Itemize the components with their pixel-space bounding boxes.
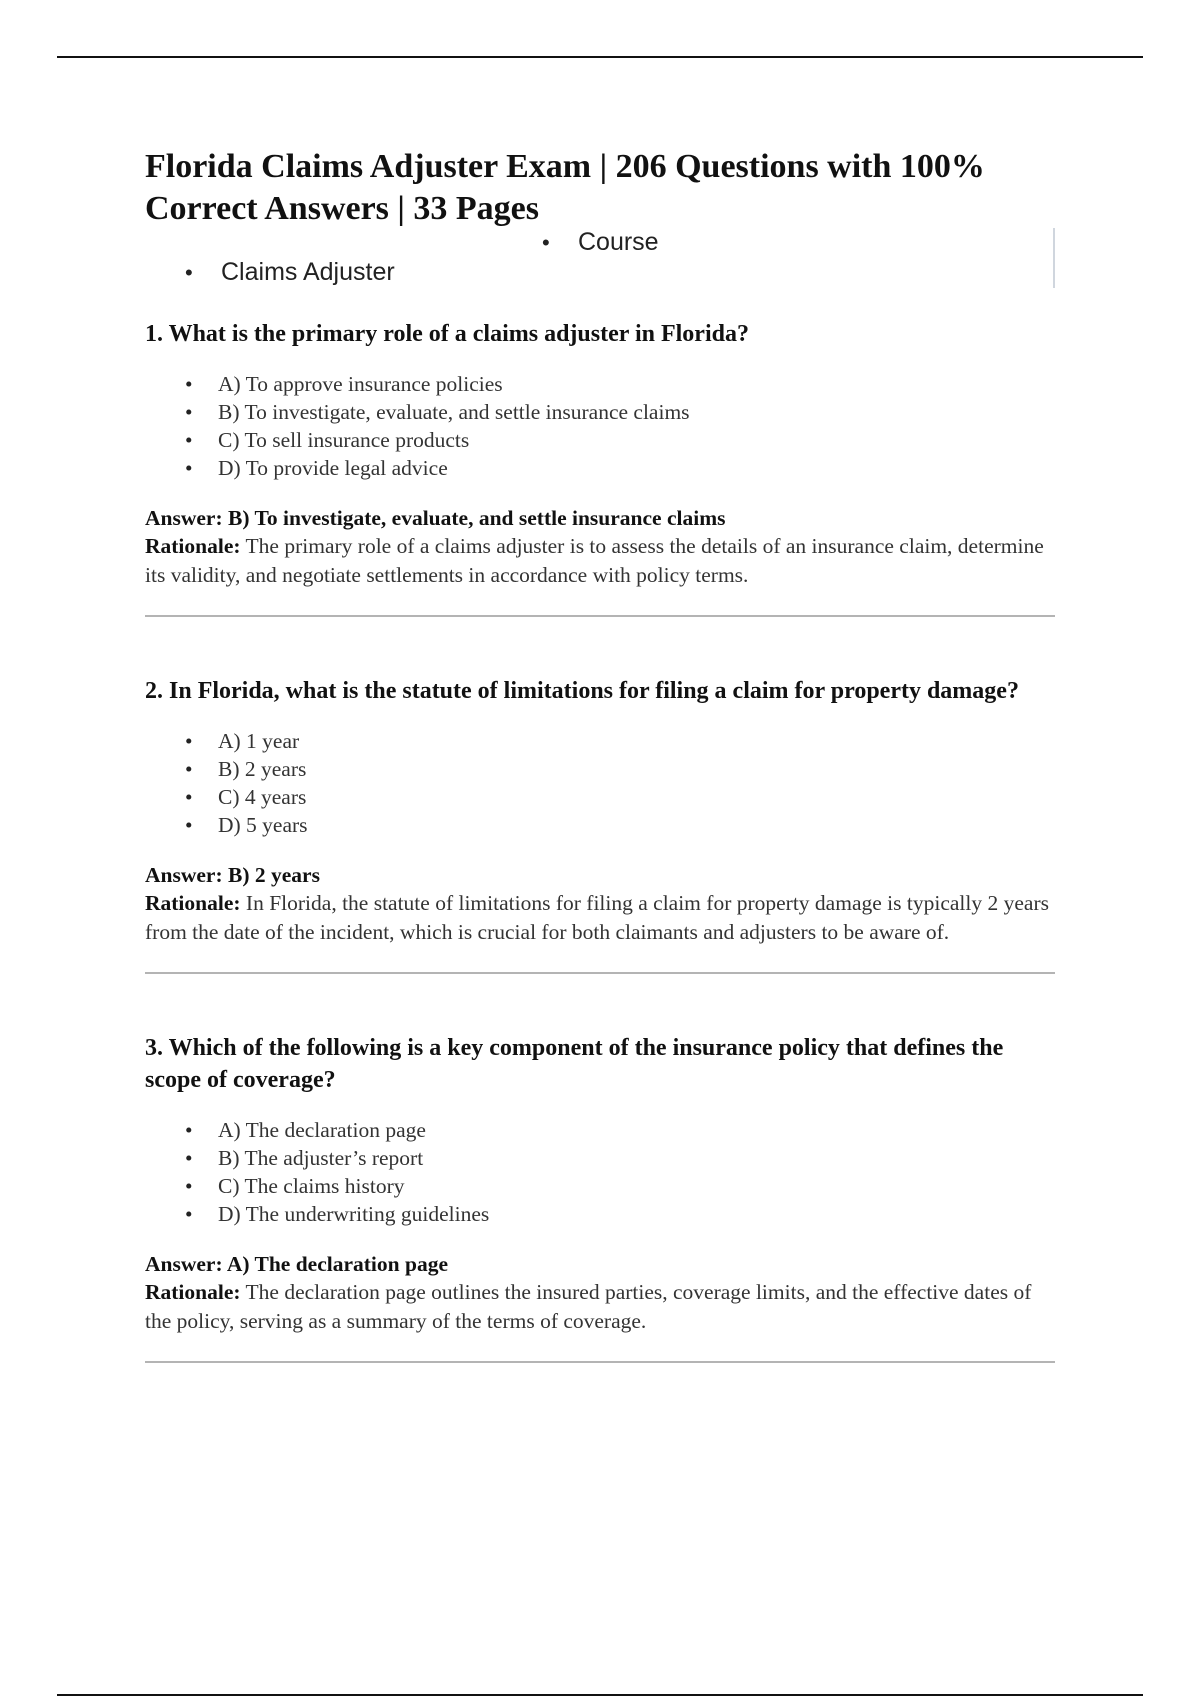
option-item: • B) To investigate, evaluate, and settle insurance claims xyxy=(185,398,1055,426)
answer-label: Answer: xyxy=(145,863,223,887)
option-item: • C) The claims history xyxy=(185,1172,1055,1200)
option-item: • D) 5 years xyxy=(185,811,1055,839)
rationale-line xyxy=(145,889,1055,946)
question-title: 3. Which of the following is a key component of the insurance policy that defines the scope of coverage? xyxy=(145,1035,1004,1093)
answer-options xyxy=(145,1116,1055,1228)
page-bottom-rule xyxy=(57,1694,1143,1696)
option-item: • B) 2 years xyxy=(185,755,1055,783)
option-item: • B) The adjuster’s report xyxy=(185,1144,1055,1172)
option-item: • C) To sell insurance products xyxy=(185,426,1055,454)
answer-label: Answer: xyxy=(145,506,223,530)
rationale-line xyxy=(145,1278,1055,1335)
answer-line xyxy=(145,1250,1055,1278)
answer-text: B) 2 years xyxy=(228,863,320,887)
option-item: • D) The underwriting guidelines xyxy=(185,1200,1055,1228)
question-divider xyxy=(145,1361,1055,1363)
question-divider xyxy=(145,615,1055,617)
tag-item-course[interactable] xyxy=(542,228,659,257)
tag-item-claims-adjuster[interactable] xyxy=(185,258,395,287)
answer-text: A) The declaration page xyxy=(226,1252,448,1276)
question-title: 1. What is the primary role of a claims adjuster in Florida? xyxy=(145,321,749,347)
answer-line xyxy=(145,504,1055,532)
tag-label: Claims Adjuster xyxy=(221,258,395,286)
answer-options xyxy=(145,370,1055,482)
page-top-rule xyxy=(57,56,1143,58)
document-body xyxy=(145,146,1055,1363)
bullet-icon: • xyxy=(542,230,550,255)
answer-text: B) To investigate, evaluate, and settle insurance claims xyxy=(228,506,726,530)
tag-label: Course xyxy=(578,228,659,256)
rationale-label: Rationale: xyxy=(145,534,241,558)
tag-divider xyxy=(1053,228,1055,288)
option-item: • A) 1 year xyxy=(185,727,1055,755)
answer-label: Answer: xyxy=(145,1252,223,1276)
rationale-label: Rationale: xyxy=(145,1280,241,1304)
rationale-line xyxy=(145,532,1055,589)
bullet-icon: • xyxy=(185,260,193,285)
question-title: 2. In Florida, what is the statute of limitations for filing a claim for property damage? xyxy=(145,678,1019,704)
question-3 xyxy=(145,1032,1055,1363)
option-item: • A) To approve insurance policies xyxy=(185,370,1055,398)
answer-line xyxy=(145,861,1055,889)
rationale-text: The primary role of a claims adjuster is to assess the details of an insurance claim, determine its validity, and negotiate settlements in accordance with policy terms. xyxy=(145,534,1044,587)
answer-options xyxy=(145,727,1055,839)
rationale-label: Rationale: xyxy=(145,891,241,915)
rationale-text: The declaration page outlines the insured parties, coverage limits, and the effective dates of the policy, serving as a summary of the terms of coverage. xyxy=(145,1280,1032,1333)
question-1 xyxy=(145,318,1055,617)
tag-list xyxy=(145,230,1055,298)
option-item: • D) To provide legal advice xyxy=(185,454,1055,482)
rationale-text: In Florida, the statute of limitations for filing a claim for property damage is typically 2 years from the date of the incident, which is crucial for both claimants and adjusters to be aware of. xyxy=(145,891,1049,944)
question-2 xyxy=(145,675,1055,974)
document-title: Florida Claims Adjuster Exam | 206 Questions with 100% Correct Answers | 33 Pages xyxy=(145,148,985,227)
question-divider xyxy=(145,972,1055,974)
option-item: • C) 4 years xyxy=(185,783,1055,811)
option-item: • A) The declaration page xyxy=(185,1116,1055,1144)
